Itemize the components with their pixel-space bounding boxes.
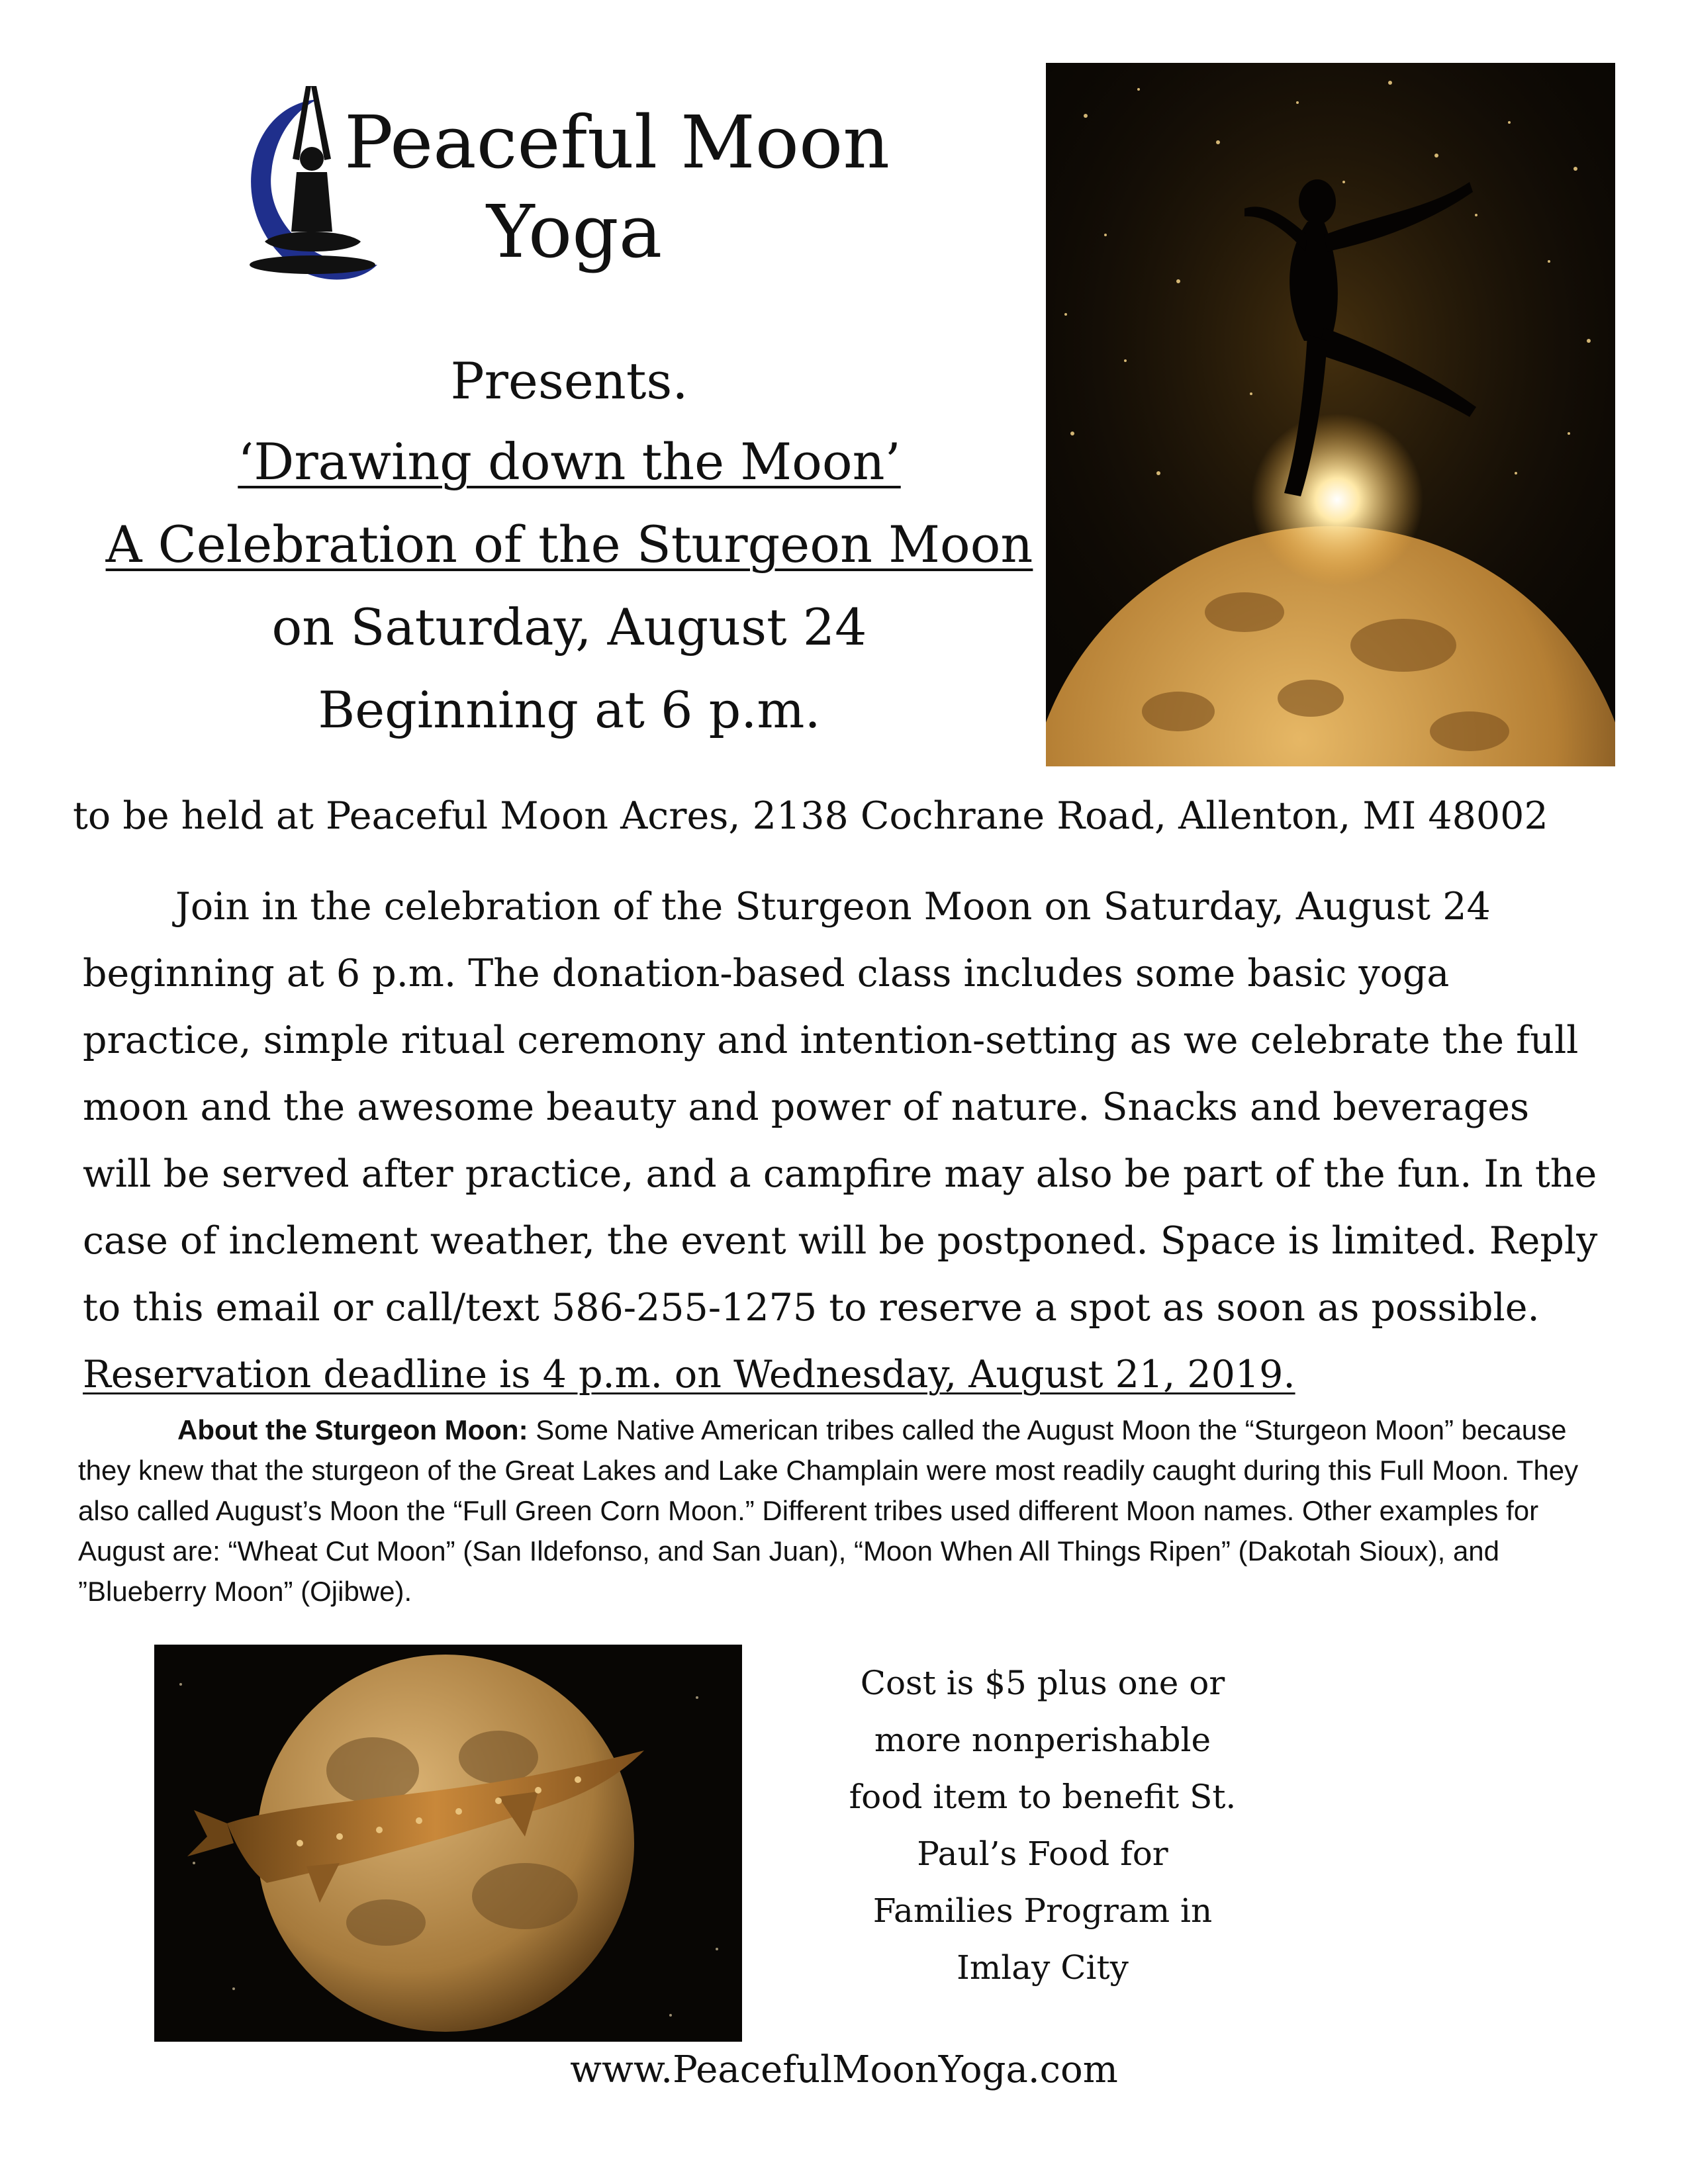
presents-text: Presents.: [450, 351, 688, 410]
about-text: Some Native American tribes called the August Moon the “Sturgeon Moon” because they knew that the sturgeon of the Great Lakes and Lake Champlain were most readily caught during this Full Moon. They also called August’s Moon the “Full Green Corn Moon.” Different tribes used different Moon names. Other examples for August are: “Wheat Cut Moon” (San Ildefonso, and San Juan), “Moon When All Things Ripen” (Dakotah Sioux), and ”Blueberry Moon” (Ojibwe).: [78, 1414, 1579, 1607]
cost-info: [794, 1655, 1291, 1996]
cost-line: more nonperishable: [874, 1721, 1211, 1759]
about-sturgeon-moon: [78, 1410, 1620, 1612]
about-heading: About the Sturgeon Moon:: [177, 1414, 528, 1445]
venue-line: to be held at Peaceful Moon Acres, 2138 Cochrane Road, Allenton, MI 48002: [73, 794, 1548, 838]
cost-line: Families Program in: [872, 1891, 1213, 1930]
cost-line: Imlay City: [957, 1948, 1129, 1987]
cost-line: Paul’s Food for: [917, 1835, 1168, 1873]
sturgeon-moon-image: [154, 1645, 742, 2042]
event-date: on Saturday, August 24: [271, 598, 867, 657]
event-description: [83, 874, 1599, 1408]
logo: [218, 79, 890, 304]
logo-text-line2: Yoga: [487, 189, 663, 274]
dancer-moon-image: [1046, 63, 1615, 766]
event-title: ‘Drawing down the Moon’: [238, 432, 901, 491]
logo-text-line1: Peaceful Moon: [344, 100, 890, 185]
website-url: www.PeacefulMoonYoga.com: [570, 2048, 1118, 2091]
reservation-deadline: Reservation deadline is 4 p.m. on Wednesday, August 21, 2019.: [83, 1353, 1295, 1396]
cost-line: Cost is $5 plus one or: [860, 1664, 1225, 1702]
event-time: Beginning at 6 p.m.: [318, 680, 821, 739]
description-text: Join in the celebration of the Sturgeon Moon on Saturday, August 24 beginning at 6 p.m. The donation-based class includes some basic yoga practice, simple ritual ceremony and intention-setting as we celebrate the full moon and the awesome beauty and power of nature. Snacks and beverages will be served after practice, and a campfire may also be part of the fun. In the case of inclement weather, the event will be postponed. Space is limited. Reply to this email or call/text 586-255-1275 to reserve a spot as soon as possible.: [83, 885, 1598, 1330]
dancer-moon-photo: [1046, 63, 1615, 766]
cost-line: food item to benefit St.: [849, 1778, 1237, 1816]
sturgeon-moon-photo: [154, 1645, 742, 2042]
event-subtitle: A Celebration of the Sturgeon Moon: [105, 515, 1033, 574]
